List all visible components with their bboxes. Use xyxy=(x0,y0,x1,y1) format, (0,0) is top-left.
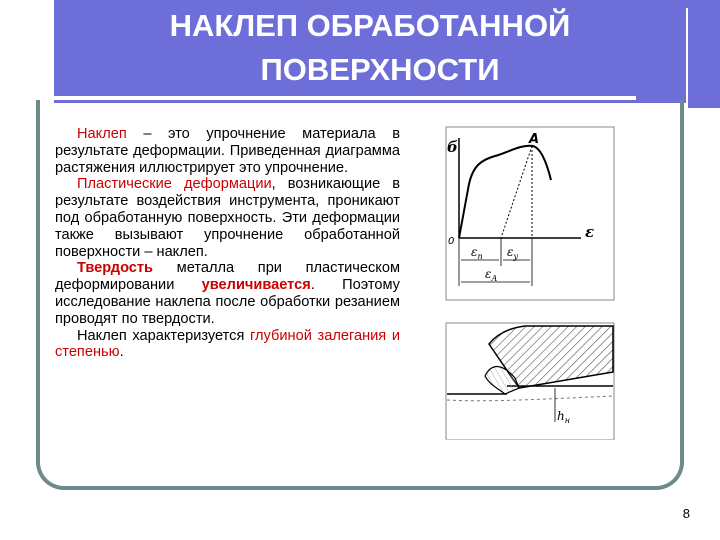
body-paragraph xyxy=(55,260,400,327)
cutting-tool-figure xyxy=(445,322,615,440)
highlighted-term: Пластические деформации xyxy=(77,176,272,193)
body-paragraph xyxy=(55,126,400,176)
stress-strain-diagram xyxy=(445,126,615,301)
depth-label: $h_н$ xyxy=(557,409,571,425)
highlighted-term: увеличивается xyxy=(201,277,311,294)
page-number: 8 xyxy=(682,506,690,521)
x-axis-label: ε xyxy=(585,223,595,241)
highlighted-term: Наклеп xyxy=(77,126,127,142)
y-axis-label: б xyxy=(447,138,458,156)
eps-p-label: $\varepsilon_п$ xyxy=(471,245,483,261)
paragraph-text: Наклеп характеризуется xyxy=(77,327,251,344)
slide-title xyxy=(54,4,686,99)
highlighted-term: Твердость xyxy=(77,260,154,277)
paragraph-text: . Поэтому исследование наклепа после обработки резанием проводят по твердости. xyxy=(55,277,400,327)
body-text xyxy=(55,126,400,361)
paragraph-text: металла при пластическом деформировании xyxy=(55,260,400,294)
highlighted-term: глубиной залегания и степенью xyxy=(55,327,401,361)
paragraph-text: – это упрочнение материала в результате деформации. Приведенная диаграмма растяжения иллюстрирует это упрочнение. xyxy=(55,126,400,176)
title-left-strip xyxy=(0,0,54,103)
paragraph-text: . xyxy=(119,344,124,361)
eps-y-label: $\varepsilon_у$ xyxy=(507,245,519,261)
title-right-tab xyxy=(686,8,720,108)
slide-title-line2: ПОВЕРХНОСТИ xyxy=(260,52,500,87)
origin-label: 0 xyxy=(448,236,455,247)
body-paragraph xyxy=(55,328,400,362)
slide-title-line1: НАКЛЕП ОБРАБОТАННОЙ xyxy=(169,8,571,43)
paragraph-text: , возникающие в результате воздействия инструмента, проникают под обработанную поверхность. Эти деформации также вызывают упрочнение обработанной поверхности – наклеп. xyxy=(55,176,400,260)
eps-a-label: $\varepsilon_A$ xyxy=(485,267,498,283)
peak-label: A xyxy=(529,132,540,147)
body-paragraph xyxy=(55,176,400,260)
diagram-border xyxy=(446,127,614,300)
